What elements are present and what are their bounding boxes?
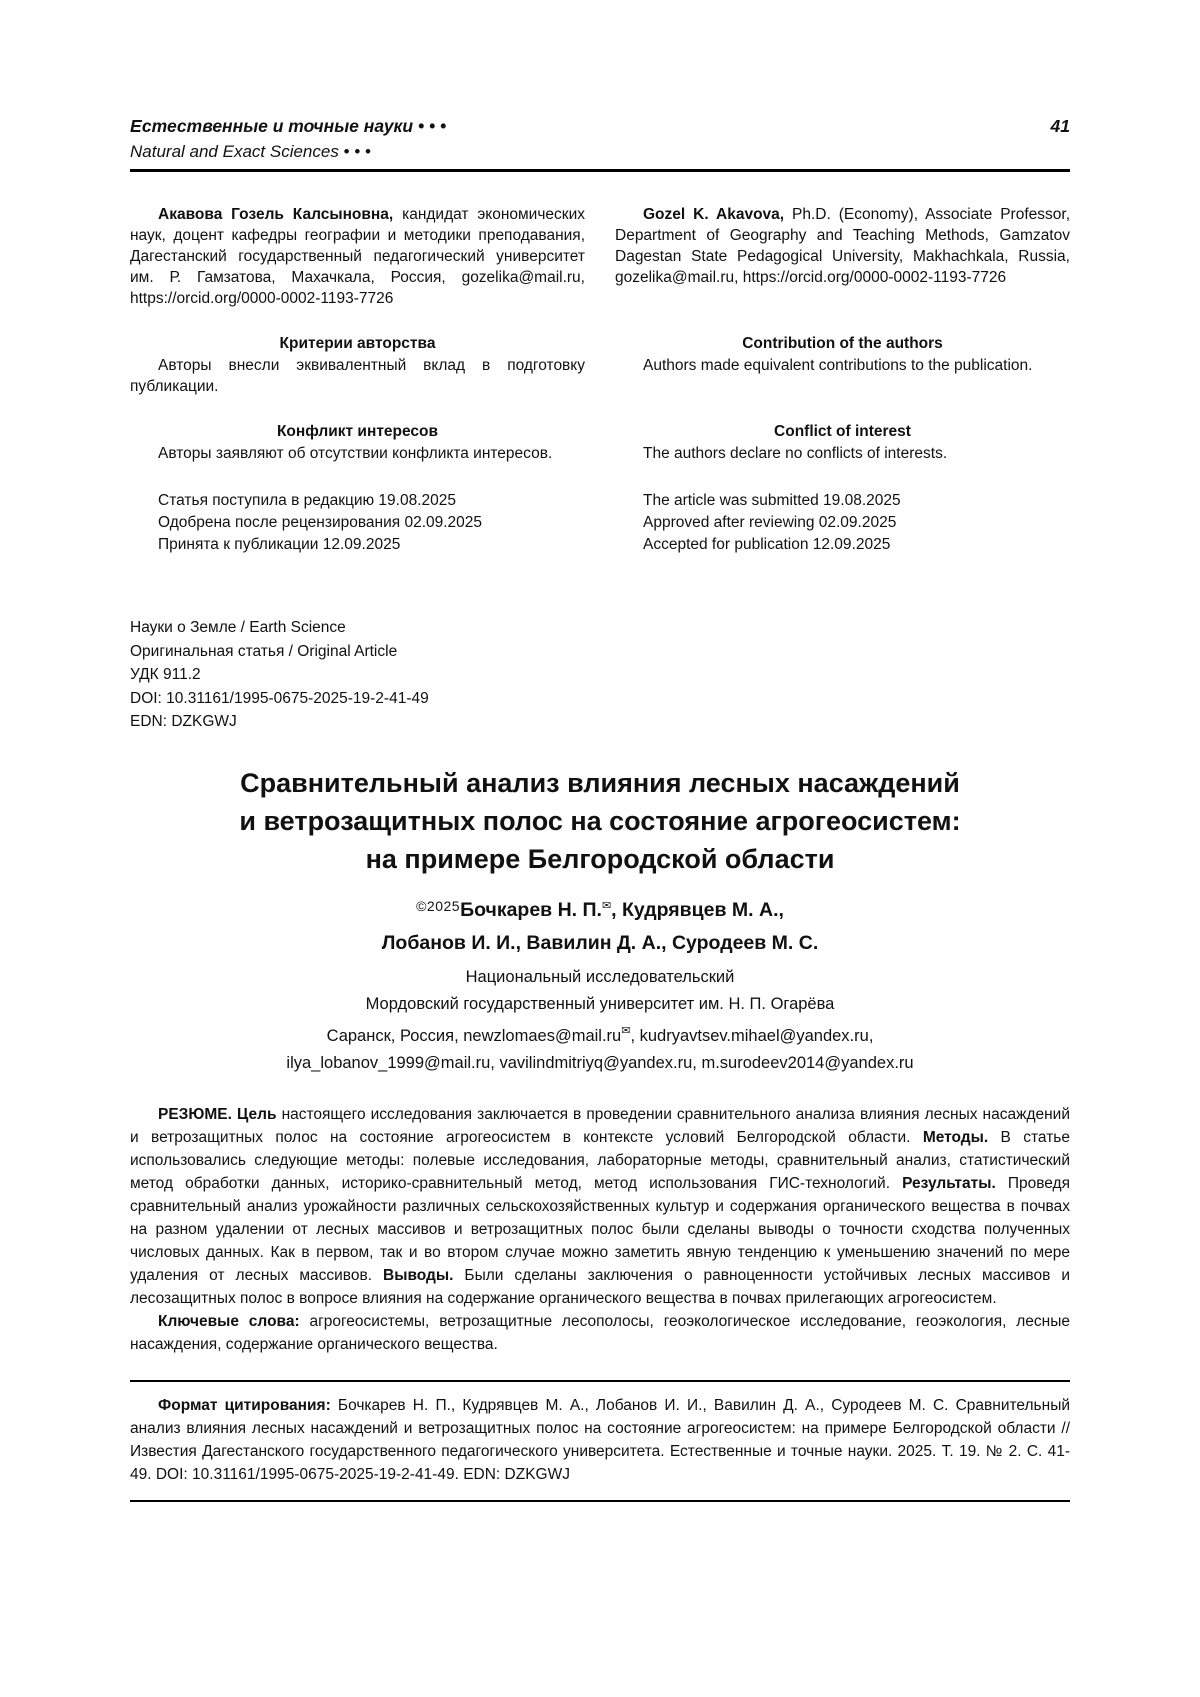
abstract-block [130, 1103, 1070, 1356]
author-name-ru: Акавова Гозель Калсыновна, [158, 206, 394, 223]
conflict-body-en: The authors declare no conflicts of interests. [643, 445, 948, 462]
conflict-body-ru: Авторы заявляют об отсутствии конфликта интересов. [158, 445, 553, 462]
conflict-ru [130, 397, 585, 464]
criteria-heading-ru: Критерии авторства [279, 335, 436, 352]
page-number: 41 [1050, 116, 1070, 136]
citation-block [130, 1380, 1070, 1502]
article-title-line: Сравнительный анализ влияния лесных насаждений [240, 767, 960, 798]
envelope-icon: ✉ [601, 899, 612, 912]
dates-ru [130, 490, 585, 556]
copyright-mark: ©2025 [416, 897, 461, 914]
affiliation-line: Национальный исследовательский [465, 967, 735, 986]
affiliation-line: Мордовский государственный университет им. Н. П. Огарёва [365, 994, 835, 1013]
author-bio-en: Gozel K. Akavova, Ph.D. (Economy), Associate Professor, Department of Geography and Teaching Methods, Gamzatov Dagestan State Pedagogical University, Makhachkala, Russia, gozelika@mail.ru, https://orcid.org/0000-0002-1193-7726 [615, 206, 1071, 286]
authors-rest: , Кудрявцев М. А., [611, 898, 784, 921]
conclusions-label: Выводы. [383, 1266, 465, 1284]
article-title [130, 764, 1070, 878]
running-header [130, 116, 1070, 172]
date-line: Accepted for publication 12.09.2025 [643, 536, 891, 553]
article-title-line: и ветрозащитных полос на состояние агрогеосистем: [239, 805, 961, 836]
citation-paragraph: Формат цитирования: Бочкарев Н. П., Кудрявцев М. А., Лобанов И. И., Вавилин Д. А., Суродеев М. С. Сравнительный анализ влияния лесных насаждений и ветрозащитных полос на состояние агрогеосистем: на примере Белгородской области // Известия Дагестанского государственного педагогического университета. Естественные и точные науки. 2025. Т. 19. № 2. С. 41-49. DOI: 10.31161/1995-0675-2025-19-2-41-49. EDN: DZKGWJ [130, 1396, 1070, 1483]
article-title-line: на примере Белгородской области [365, 843, 835, 874]
keywords-label: Ключевые слова: [158, 1312, 300, 1330]
dates-en [615, 490, 1070, 556]
author-bio-ru: Акавова Гозель Калсыновна, кандидат экономических наук, доцент кафедры географии и методики преподавания, Дагестанский государственный педагогический университет им. Р. Гамзатова, Махачкала, Россия, gozelika@mail.ru, https://orcid.org/0000-0002-1193-7726 [130, 206, 585, 307]
authors-line-1 [130, 890, 1070, 927]
criteria-body-ru: Авторы внесли эквивалентный вклад в подготовку публикации. [130, 357, 585, 395]
abstract-label: РЕЗЮМЕ. Цель [158, 1105, 282, 1123]
citation-label: Формат цитирования: [158, 1396, 331, 1414]
envelope-icon: ✉ [621, 1024, 631, 1037]
author-name-en: Gozel K. Akavova, [643, 206, 785, 223]
date-line: Одобрена после рецензирования 02.09.2025 [158, 514, 483, 531]
criteria-body-en: Authors made equivalent contributions to the publication. [643, 357, 1033, 374]
criteria-ru [130, 309, 585, 397]
methods-label: Методы. [922, 1128, 1001, 1146]
conflict-heading-ru: Конфликт интересов [276, 423, 439, 440]
affiliation-line: Саранск, Россия, newzlomaes@mail.ru✉, kudryavtsev.mihael@yandex.ru, [326, 1024, 874, 1045]
date-line: The article was submitted 19.08.2025 [643, 492, 901, 509]
authors-block [130, 890, 1070, 960]
journal-title-en: Natural and Exact Sciences • • • [130, 142, 371, 161]
article-type-line: Оригинальная статья / Original Article [130, 642, 398, 660]
article-meta [130, 616, 1070, 734]
criteria-en [615, 309, 1070, 397]
authors-line-2: Лобанов И. И., Вавилин Д. А., Суродеев М. С. [381, 931, 819, 954]
keywords-paragraph: Ключевые слова: агрогеосистемы, ветрозащитные лесополосы, геоэкологическое исследование, геоэкология, лесные насаждения, содержание органического вещества. [130, 1312, 1070, 1353]
front-matter [130, 204, 1070, 556]
journal-page [130, 0, 1070, 1502]
author-name: Бочкарев Н. П. [460, 898, 602, 921]
abstract-paragraph: РЕЗЮМЕ. Цель настоящего исследования заключается в проведении сравнительного анализа влияния лесных насаждений и ветрозащитных полос на состояние агрогеосистем в контексте условий Белгородской области. Методы. В статье использовались следующие методы: полевые исследования, лабораторные методы, сравнительный анализ, статистический метод обработки данных, историко-сравнительный метод, метод использования ГИС-технологий. Результаты. Проведя сравнительный анализ урожайности различных сельскохозяйственных культур и содержания органического вещества в почвах на разном удалении от лесных массивов и ветрозащитных полос были сделаны выводы о точности сходства полученных числовых данных. Как в первом, так и во втором случае можно заметить явную тенденцию к уменьшению значений по мере удаления от лесных массивов. Выводы. Были сделаны заключения о равноценности устойчивых лесных массивов и лесозащитных полос в вопросе влияния на содержание органического вещества в почвах прилегающих агрогеосистем. [130, 1105, 1070, 1307]
date-line: Статья поступила в редакцию 19.08.2025 [158, 492, 457, 509]
criteria-heading-en: Contribution of the authors [742, 335, 943, 352]
conflict-en [615, 397, 1070, 464]
doi-line: DOI: 10.31161/1995-0675-2025-19-2-41-49 [130, 689, 429, 707]
journal-title-ru: Естественные и точные науки • • • [130, 116, 447, 136]
results-label: Результаты. [902, 1174, 1008, 1192]
conflict-heading-en: Conflict of interest [774, 423, 911, 440]
date-line: Принята к публикации 12.09.2025 [158, 536, 401, 553]
udc-line: УДК 911.2 [130, 666, 201, 683]
section-line: Науки о Земле / Earth Science [130, 619, 346, 636]
affiliation-line: ilya_lobanov_1999@mail.ru, vavilindmitriyq@yandex.ru, m.surodeev2014@yandex.ru [286, 1053, 914, 1072]
edn-line: EDN: DZKGWJ [130, 713, 237, 730]
affiliation-block [130, 964, 1070, 1077]
date-line: Approved after reviewing 02.09.2025 [643, 514, 897, 531]
